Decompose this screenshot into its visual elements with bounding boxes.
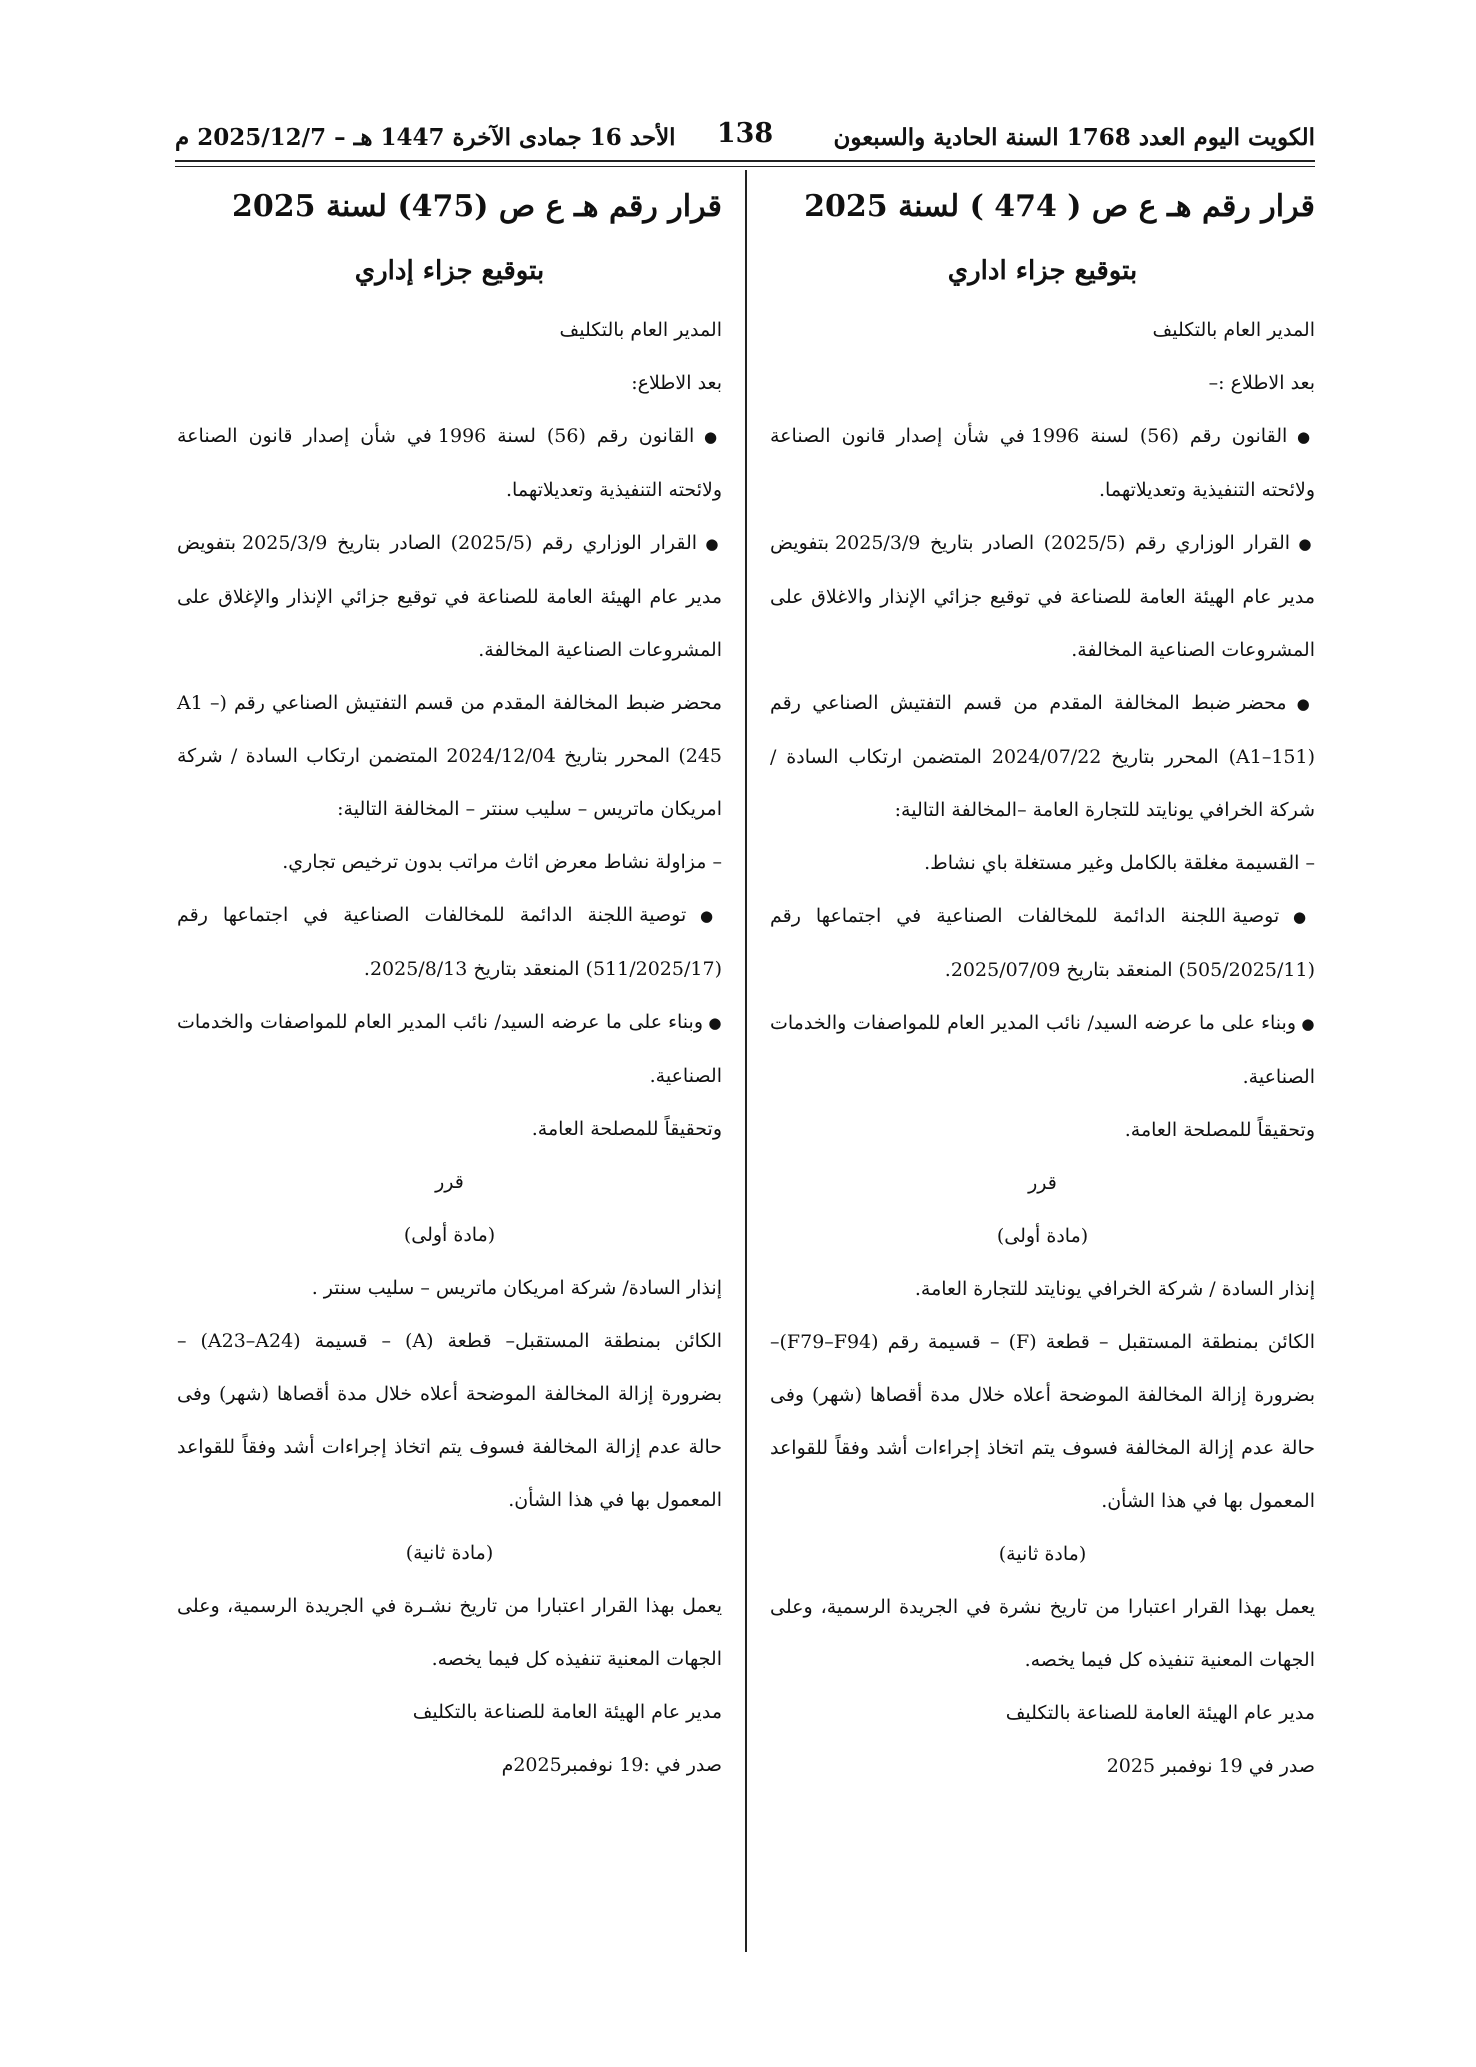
signature: مدير عام الهيئة العامة للصناعة بالتكليف (1005, 1702, 1315, 1724)
signature: مدير عام الهيئة العامة للصناعة بالتكليف (412, 1701, 722, 1723)
law-reference: ● القانون رقم (56) لسنة 1996 في شأن إصدار قانون الصناعة ولائحته التنفيذية وتعديلاتهما. (770, 410, 1315, 517)
column-divider (745, 170, 747, 1952)
law-reference: ● القانون رقم (56) لسنة 1996 في شأن إصدار قانون الصناعة ولائحته التنفيذية وتعديلاتهما. (177, 410, 722, 517)
issuer: المدير العام بالتكليف (1152, 319, 1315, 341)
violation-item: – مزاولة نشاط معرض اثاث مراتب بدون ترخيص تجاري. (282, 851, 722, 873)
decided-heading: قرر (435, 1171, 464, 1193)
committee-recommendation: ● توصية اللجنة الدائمة للمخالفات الصناعية في اجتماعها رقم (505/2025/11) المنعقد بتاريخ 2025/07/09. (770, 890, 1315, 997)
presentation: ● وبناء على ما عرضه السيد/ نائب المدير العام للمواصفات والخدمات الصناعية. (177, 996, 722, 1103)
article-1-heading: (مادة أولى) (403, 1224, 496, 1246)
violation-report: محضر ضبط المخالفة المقدم من قسم التفتيش الصناعي رقم (A1 –245) المحرر بتاريخ 2024/12/04 المتضمن ارتكاب السادة / شركة امريكان ماتريس – سليب سنتر – المخالفة التالية: (177, 692, 723, 820)
article-1-body: الكائن بمنطقة المستقبل – قطعة (F) – قسيمة رقم (F79–F94)– بضرورة إزالة المخالفة الموضحة أعلاه خلال مدة أقصاها (شهر) وفى حالة عدم إزالة المخالفة فسوف يتم اتخاذ إجراءات أشد وفقاً للقواعد المعمول بها في هذا الشأن. (770, 1331, 1315, 1512)
issued-date: صدر في :19 نوفمبر2025م (501, 1754, 722, 1776)
article-1-warning: إنذار السادة / شركة الخرافي يونايتد للتجارة العامة. (914, 1278, 1315, 1300)
presentation: ● وبناء على ما عرضه السيد/ نائب المدير العام للمواصفات والخدمات الصناعية. (770, 997, 1315, 1104)
header-rule-thin (175, 166, 1315, 167)
after-review: بعد الاطلاع: (631, 372, 722, 394)
article-1-heading: (مادة أولى) (996, 1225, 1089, 1247)
violation-item: – القسيمة مغلقة بالكامل وغير مستغلة باي نشاط. (924, 852, 1315, 874)
decision-title: قرار رقم هـ ع ص (475) لسنة 2025 (232, 189, 722, 224)
public-interest: وتحقيقاً للمصلحة العامة. (531, 1118, 722, 1140)
decision-474-column (770, 180, 1315, 1793)
article-1-body: الكائن بمنطقة المستقبل– قطعة (A) – قسيمة (A23–A24) – بضرورة إزالة المخالفة الموضحة أعلاه خلال مدة أقصاها (شهر) وفى حالة عدم إزالة المخالفة فسوف يتم اتخاذ إجراءات أشد وفقاً للقواعد المعمول بها في هذا الشأن. (177, 1330, 722, 1511)
decision-subtitle: بتوقيع جزاء اداري (947, 256, 1138, 286)
article-1-warning: إنذار السادة/ شركة امريكان ماتريس – سليب سنتر . (311, 1277, 722, 1299)
violation-report: ● محضر ضبط المخالفة المقدم من قسم التفتيش الصناعي رقم (A1–151) المحرر بتاريخ 2024/07/22 المتضمن ارتكاب السادة / شركة الخرافي يونايتد للتجارة العامة –المخالفة التالية: (770, 677, 1315, 837)
issued-date: صدر في 19 نوفمبر 2025 (1106, 1755, 1315, 1777)
page-number: 138 (716, 118, 774, 149)
ministerial-decision: ● القرار الوزاري رقم (2025/5) الصادر بتاريخ 2025/3/9 بتفويض مدير عام الهيئة العامة للصناعة في توقيع جزائي الإنذار والإغلاق على المشروعات الصناعية المخالفة. (177, 517, 722, 677)
issuer: المدير العام بالتكليف (559, 319, 722, 341)
journal-issue: الكويت اليوم العدد 1768 السنة الحادية والسبعون (833, 124, 1315, 151)
article-2-body: يعمل بهذا القرار اعتبارا من تاريخ نشرة في الجريدة الرسمية، وعلى الجهات المعنية تنفيذه كل فيما يخصه. (770, 1596, 1315, 1671)
committee-recommendation: ● توصية اللجنة الدائمة للمخالفات الصناعية في اجتماعها رقم (511/2025/17) المنعقد بتاريخ 2025/8/13. (177, 889, 722, 996)
issue-date: الأحد 16 جمادى الآخرة 1447 هـ – 2025/12/7 م (175, 124, 676, 151)
decision-title: قرار رقم هـ ع ص ( 474 ) لسنة 2025 (804, 189, 1315, 224)
article-2-heading: (مادة ثانية) (405, 1542, 494, 1564)
header-rule (175, 160, 1315, 162)
ministerial-decision: ● القرار الوزاري رقم (2025/5) الصادر بتاريخ 2025/3/9 بتفويض مدير عام الهيئة العامة للصناعة في توقيع جزائي الإنذار والاغلاق على المشروعات الصناعية المخالفة. (770, 517, 1315, 677)
decided-heading: قرر (1028, 1172, 1057, 1194)
article-2-body: يعمل بهذا القرار اعتبارا من تاريخ نشـرة في الجريدة الرسمية، وعلى الجهات المعنية تنفيذه كل فيما يخصه. (177, 1595, 722, 1670)
decision-subtitle: بتوقيع جزاء إداري (354, 256, 545, 286)
article-2-heading: (مادة ثانية) (998, 1543, 1087, 1565)
after-review: بعد الاطلاع :– (1208, 372, 1315, 394)
page-header (175, 118, 1315, 158)
decision-475-column (177, 180, 722, 1792)
public-interest: وتحقيقاً للمصلحة العامة. (1124, 1119, 1315, 1141)
